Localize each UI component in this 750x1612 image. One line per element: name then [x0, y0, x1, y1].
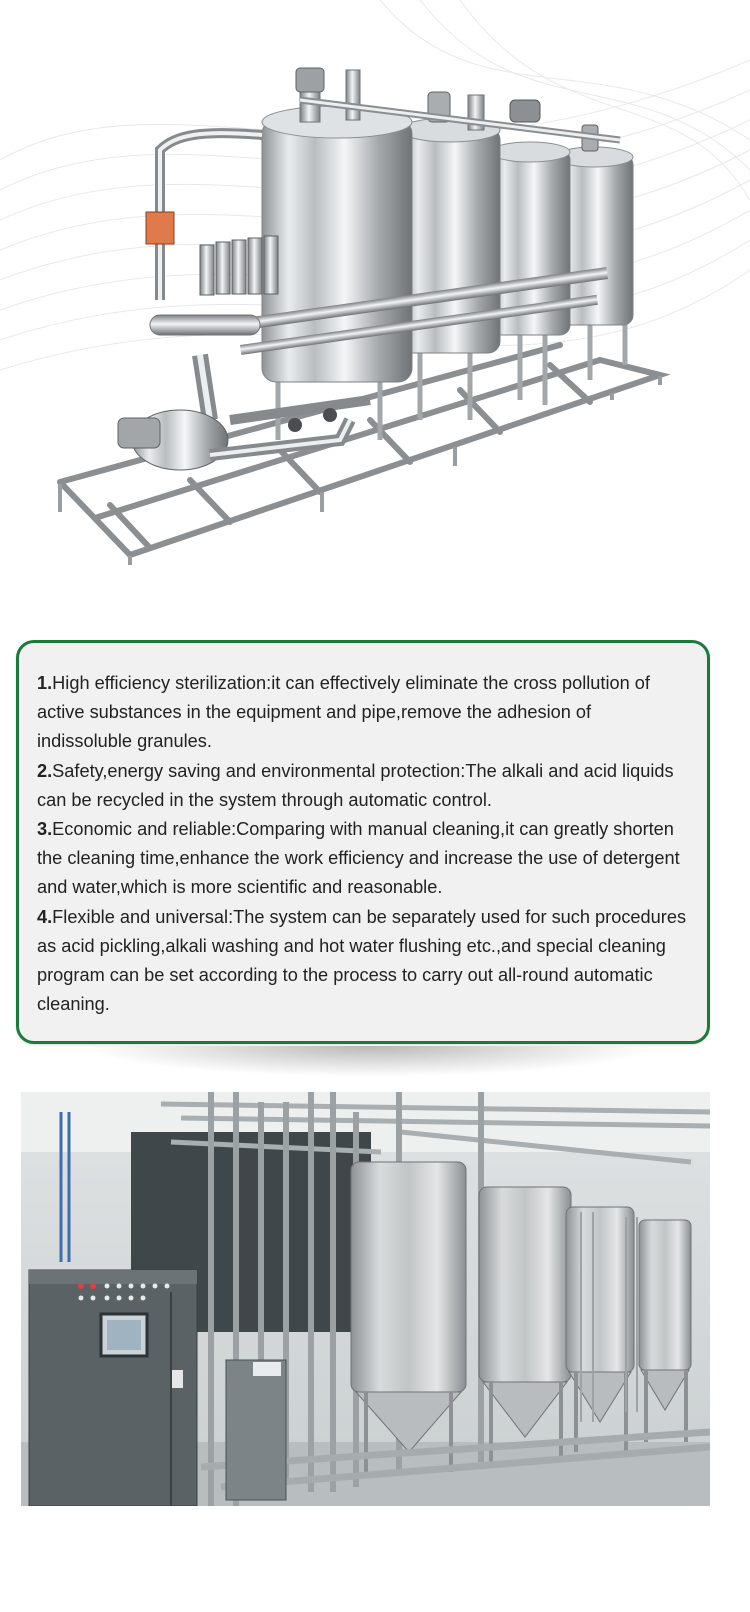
feature-number: 3.	[37, 819, 53, 840]
factory-installation-photo	[21, 1092, 710, 1506]
feature-item-4	[37, 903, 689, 1020]
feature-heading: Flexible and universal:	[52, 906, 234, 927]
feature-number: 1.	[37, 673, 53, 693]
feature-heading: High efficiency sterilization:	[52, 673, 272, 693]
feature-heading: Safety,energy saving and environmental protection:	[52, 760, 466, 781]
feature-item-2	[37, 757, 689, 815]
feature-item-1	[37, 669, 689, 757]
feature-heading: Economic and reliable:	[52, 819, 237, 840]
valve-manifold	[200, 236, 278, 295]
feature-number: 4.	[37, 906, 53, 927]
product-image-cip-system	[0, 0, 750, 600]
heat-exchanger	[226, 1360, 286, 1500]
card-shadow	[90, 1046, 650, 1076]
control-cabinet	[29, 1270, 197, 1506]
feature-text: The system can be separately used for such procedures as acid pickling,alkali washing and hot water flushing etc.,and special cleaning program can be set according to the process to carry out all-round automatic cleaning.	[37, 906, 687, 1015]
feature-item-3	[37, 815, 689, 903]
feature-text: it can effectively eliminate the cross pollution of active substances in the equipment and pipe,remove the adhesion of indissoluble granules.	[37, 673, 650, 752]
feature-text: Comparing with manual cleaning,it can greatly shorten the cleaning time,enhance the work efficiency and increase the use of detergent and water,which is more scientific and reasonable.	[37, 819, 680, 898]
feature-number: 2.	[37, 760, 53, 781]
sensor-block	[146, 212, 174, 244]
features-card	[16, 640, 710, 1044]
feature-text: The alkali and acid liquids can be recycled in the system through automatic control.	[37, 760, 674, 810]
